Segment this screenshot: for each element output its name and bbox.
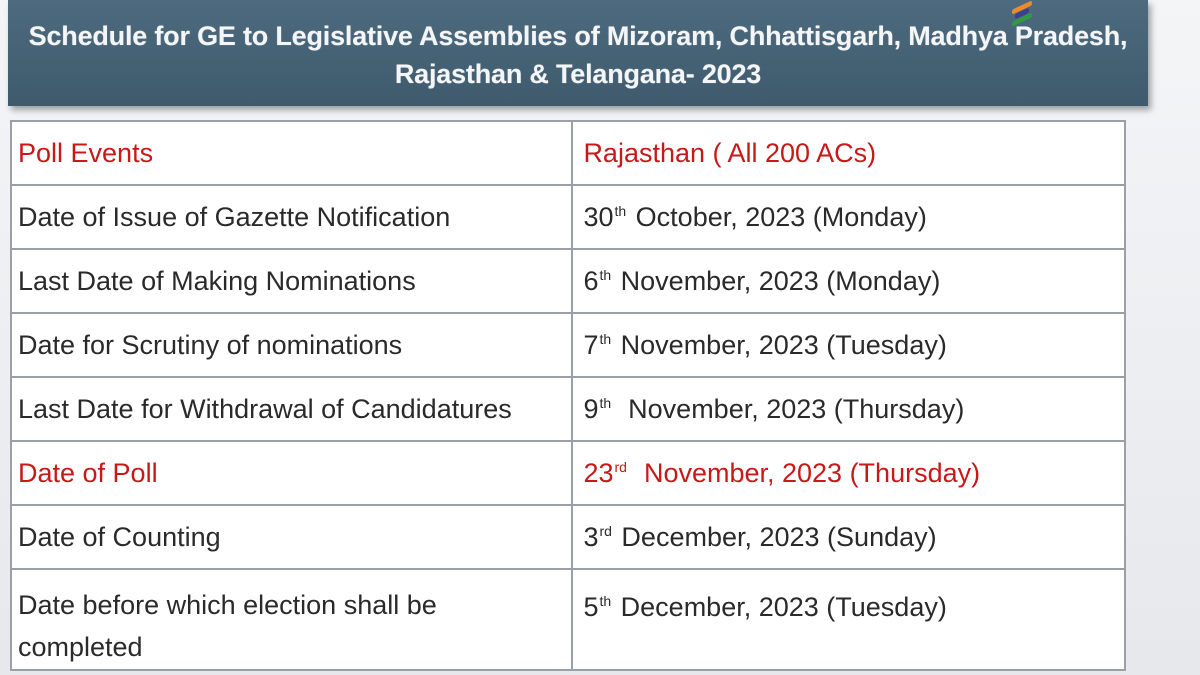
date-cell [572,441,1125,505]
date-rest: November, 2023 (Thursday) [628,457,981,488]
event-cell: Last Date for Withdrawal of Candidatures [11,377,572,441]
date-cell [572,377,1125,441]
date-rest: November, 2023 (Thursday) [613,393,965,424]
date-rest: December, 2023 (Sunday) [613,521,937,552]
date-day: 5 [583,592,599,622]
date-rest: October, 2023 (Monday) [628,201,927,232]
date-suffix: th [614,202,627,219]
date-day: 3 [583,521,599,552]
election-commission-emblem-icon [1010,2,1034,24]
date-day: 7 [583,329,599,360]
date-suffix: rd [599,522,612,539]
table-row [11,377,1125,441]
date-suffix: th [599,330,612,347]
page-title-line-2: Rajasthan & Telangana- 2023 [394,59,762,89]
header-cell-poll-events: Poll Events [11,121,572,185]
date-day: 6 [583,265,599,296]
date-suffix: rd [614,458,627,475]
schedule-table [10,120,1126,671]
date-cell [572,313,1125,377]
event-cell: Date of Poll [11,441,572,505]
date-suffix: th [599,394,612,411]
table-row-highlight [11,441,1125,505]
date-suffix: th [599,266,612,283]
date-rest: November, 2023 (Tuesday) [613,329,947,360]
date-cell [572,249,1125,313]
event-cell: Last Date of Making Nominations [11,249,572,313]
date-rest: November, 2023 (Monday) [613,265,941,296]
event-cell: Date for Scrutiny of nominations [11,313,572,377]
table-row [11,569,1125,670]
table-row [11,185,1125,249]
page-title-line-1: Schedule for GE to Legislative Assemblies of Mizoram, Chhattisgarh, Madhya Pradesh, [28,21,1128,51]
event-cell: Date of Issue of Gazette Notification [11,185,572,249]
election-commission-logo [1010,0,1200,28]
table-row [11,313,1125,377]
date-cell [572,505,1125,569]
date-rest: December, 2023 (Tuesday) [613,592,947,622]
date-cell [572,569,1125,670]
date-day: 9 [583,393,599,424]
date-day: 30 [583,201,614,232]
date-suffix: th [599,593,612,609]
table-row [11,505,1125,569]
date-day: 23 [583,457,614,488]
event-cell: Date of Counting [11,505,572,569]
header-cell-state: Rajasthan ( All 200 ACs) [572,121,1125,185]
table-row [11,249,1125,313]
title-banner [8,0,1148,106]
date-cell [572,185,1125,249]
table-header-row [11,121,1125,185]
event-cell: Date before which election shall be completed [11,569,572,670]
